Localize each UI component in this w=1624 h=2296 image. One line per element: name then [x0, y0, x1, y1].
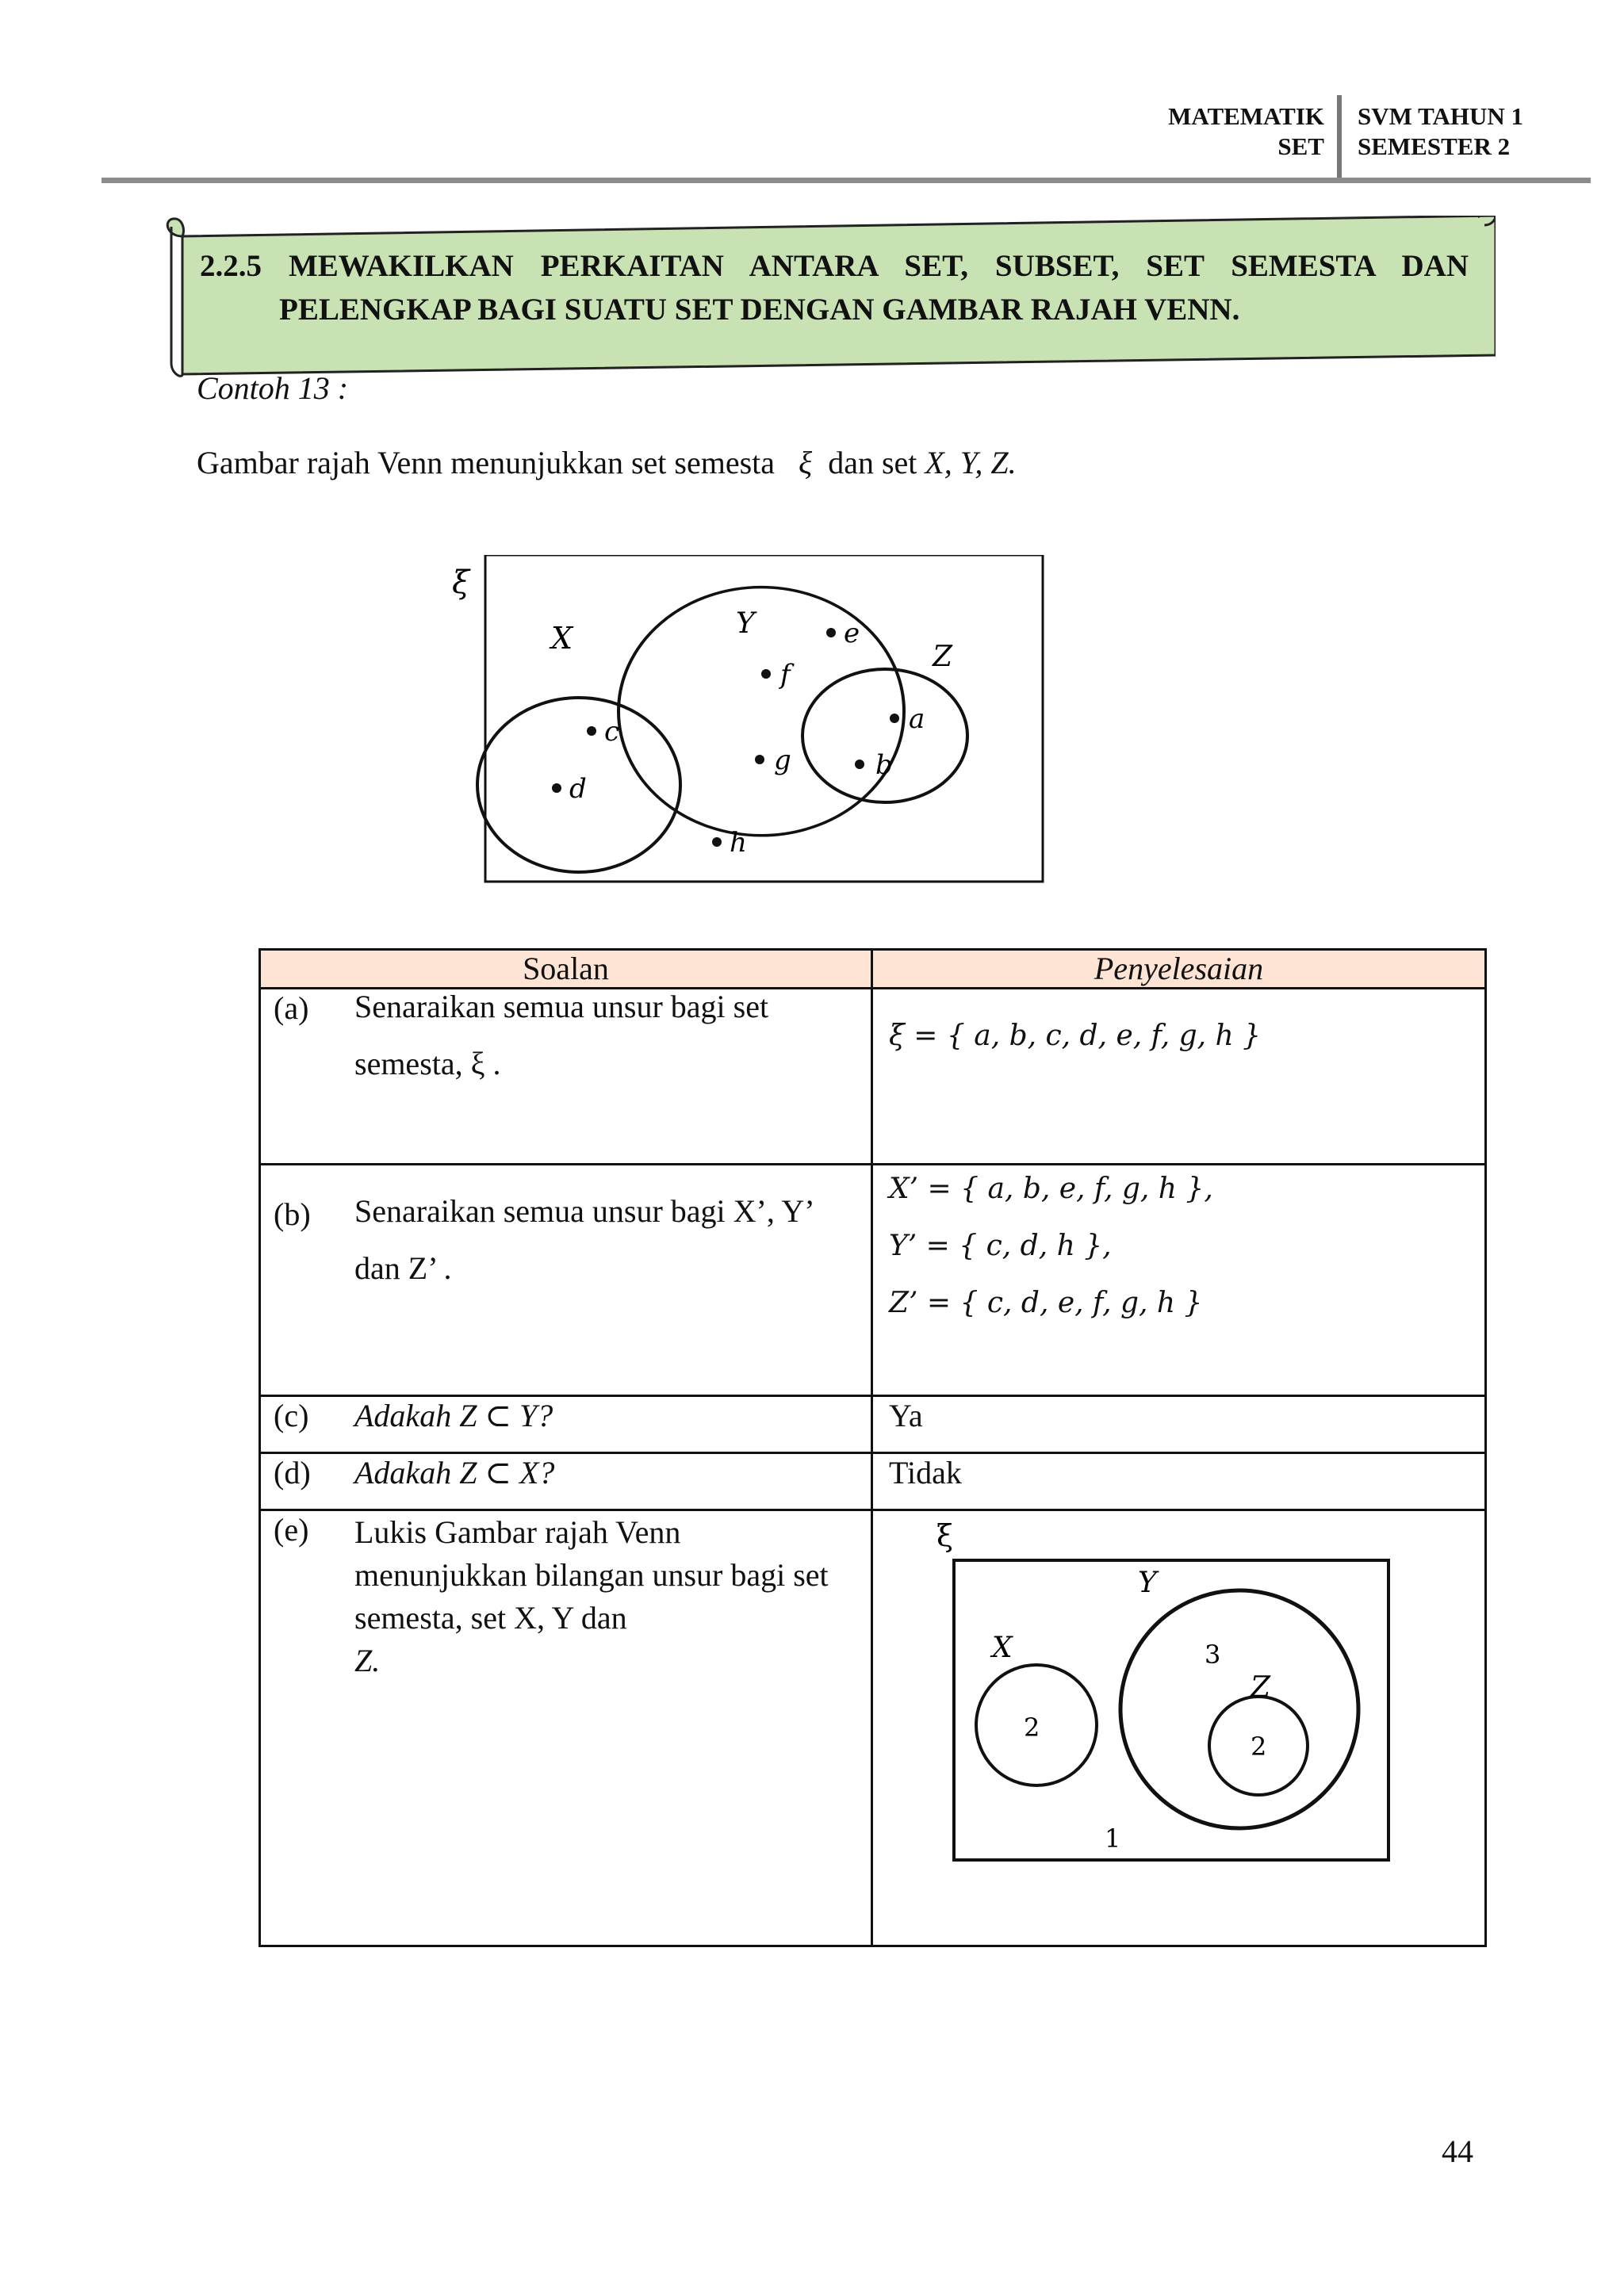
answer-cell	[872, 1453, 1486, 1510]
column-header-solution: Penyelesaian	[872, 950, 1486, 989]
question-number: (d)	[274, 1455, 311, 1490]
count-y-only: 3	[1205, 1640, 1221, 1670]
count-z: 2	[1251, 1732, 1267, 1762]
question-text: semesta, set X, Y dan	[354, 1600, 627, 1636]
header-subject: MATEMATIK	[1168, 102, 1324, 130]
answer-cell	[872, 989, 1486, 1165]
header-left	[1110, 101, 1324, 162]
header-right	[1358, 101, 1595, 162]
element-f: f	[780, 659, 791, 691]
answer-text: Z’ = { c, d, e, f, g, h }	[889, 1287, 1203, 1319]
intro-after: dan set	[828, 445, 917, 480]
question-text: Senaraikan semua unsur bagi X’, Y’	[354, 1193, 815, 1229]
question-text: Adakah Z ⊂ X?	[354, 1455, 555, 1490]
page-number: 44	[1442, 2133, 1473, 2169]
element-c: c	[604, 716, 620, 748]
table-row	[260, 1165, 1486, 1396]
table-row	[260, 1453, 1486, 1510]
header-semester: SEMESTER 2	[1358, 132, 1511, 160]
question-number: (b)	[274, 1196, 311, 1232]
answer-text: X’ = { a, b, e, f, g, h },	[889, 1173, 1213, 1205]
intro-sets: X, Y, Z.	[925, 445, 1017, 480]
venn-diagram-example	[444, 555, 1047, 888]
answer-text: Tidak	[889, 1455, 962, 1490]
header-program: SVM TAHUN 1	[1358, 102, 1523, 130]
question-text: menunjukkan bilangan unsur bagi set	[354, 1557, 829, 1593]
question-number: (a)	[274, 990, 309, 1026]
question-cell	[260, 1165, 872, 1396]
universal-set-box	[485, 555, 1043, 882]
answer-cell	[872, 1510, 1486, 1946]
count-outside: 1	[1105, 1823, 1121, 1854]
universal-symbol: ξ	[936, 1518, 953, 1553]
question-table	[259, 948, 1487, 1947]
table-row	[260, 1510, 1486, 1946]
set-z-label: Z	[1251, 1671, 1271, 1704]
set-y-label: Y	[1138, 1567, 1157, 1599]
set-x-label: X	[551, 621, 573, 656]
universal-symbol: ξ	[452, 564, 470, 601]
set-y-label: Y	[736, 607, 755, 640]
question-text: dan Z’ .	[354, 1250, 452, 1286]
question-text: Lukis Gambar rajah Venn	[354, 1514, 681, 1550]
element-b: b	[875, 749, 893, 781]
set-x-label: X	[992, 1632, 1013, 1664]
count-x: 2	[1024, 1712, 1040, 1743]
question-text: Adakah Z ⊂ Y?	[354, 1398, 553, 1433]
table-row	[260, 1396, 1486, 1453]
universal-set-box	[954, 1560, 1388, 1860]
question-number: (e)	[274, 1512, 309, 1548]
answer-text: Y’ = { c, d, h },	[889, 1230, 1112, 1262]
column-header-question: Soalan	[260, 950, 872, 989]
element-a: a	[909, 703, 925, 735]
element-g: g	[774, 744, 791, 776]
question-cell	[260, 1510, 872, 1946]
element-d: d	[569, 773, 587, 805]
element-h: h	[730, 827, 747, 859]
answer-cell	[872, 1165, 1486, 1396]
question-number: (c)	[274, 1398, 309, 1433]
intro-text: Gambar rajah Venn menunjukkan set semesta	[197, 445, 776, 480]
question-cell	[260, 1396, 872, 1453]
set-z-circle	[802, 669, 967, 802]
set-z-label: Z	[933, 641, 953, 673]
example-title: Contoh 13 :	[197, 370, 349, 406]
question-cell	[260, 989, 872, 1165]
question-text: Z.	[354, 1643, 381, 1678]
section-heading	[200, 244, 1469, 331]
answer-text: Ya	[889, 1398, 923, 1433]
header-rule	[102, 178, 1591, 183]
intro-symbol: ξ	[799, 445, 813, 480]
element-e: e	[844, 618, 860, 649]
example-intro	[197, 444, 1017, 481]
header-topic: SET	[1277, 132, 1324, 160]
section-heading-line2: PELENGKAP BAGI SUATU SET DENGAN GAMBAR RAJAH VENN.	[279, 293, 1240, 327]
table-row	[260, 989, 1486, 1165]
section-heading-line1: 2.2.5 MEWAKILKAN PERKAITAN ANTARA SET, SUBSET, SET SEMESTA DAN	[200, 249, 1469, 283]
venn-diagram-answer	[922, 1514, 1414, 1863]
answer-cell	[872, 1396, 1486, 1453]
question-cell	[260, 1453, 872, 1510]
header-divider	[1337, 95, 1342, 179]
question-text: semesta, ξ .	[354, 1046, 501, 1081]
answer-text: ξ = { a, b, c, d, e, f, g, h }	[889, 1020, 1262, 1052]
question-text: Senaraikan semua unsur bagi set	[354, 989, 769, 1024]
